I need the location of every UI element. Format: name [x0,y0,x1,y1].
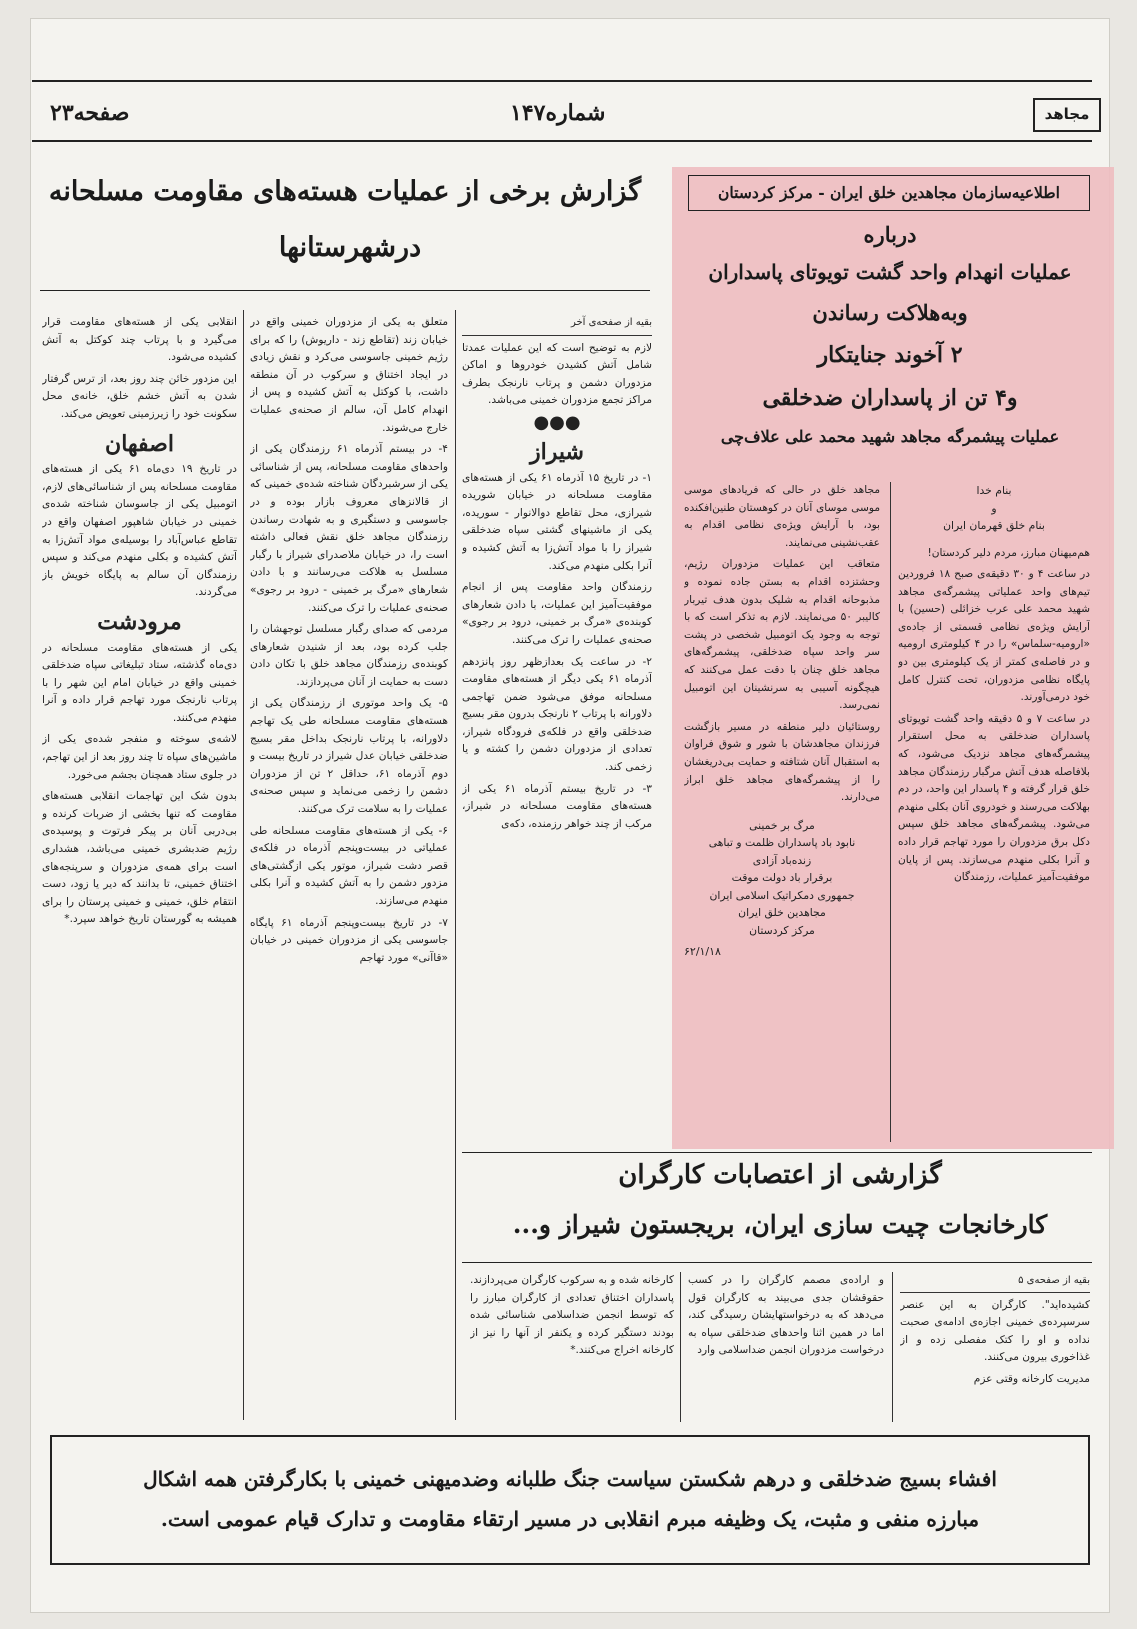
paragraph: یکی از هسته‌های مقاومت مسلحانه در دی‌ماه گذشته، ستاد تبلیغاتی سپاه ضدخلقی خمینی واقع در خیابان امام این شهر را با پرتاب نارنجک مورد تهاجم قرار داده و آنرا منهدم می‌کنند. [42,641,237,724]
signature-line: زنده‌باد آزادی [752,853,812,867]
communique-subtitle: عملیات پیشمرگه مجاهد شهید محمد علی علاف‌چی [720,427,1060,446]
column-divider [243,310,244,1420]
communique-title-line: عملیات انهدام واحد گشت تویوتای پاسداران [708,260,1072,284]
column-divider [890,482,891,1142]
paragraph: ۲- در ساعت یک بعدازظهر روز پانزدهم آذرماه ۶۱ یکی دیگر از هسته‌های مقاومت مسلحانه موفق می‌شود ضمن تهاجمی دلاورانه با پرتاب ۲ نارنجک بدرون مقر بسیج ضدخلقی واقع در فلکه‌ی فرودگاه شیراز، تعدادی از مزدوران دشمن را کشته و یا زخمی کند. [462,655,652,774]
issue-number: شماره۱۴۷ [510,100,606,126]
paragraph: بدون شک این تهاجمات انقلابی هسته‌های مقاومت که تنها بخشی از ضربات کرنده و بی‌دربی آنان بر پیکر فرتوت و پوسیده‌ی رژیم ضدبشری خمینی می‌باشد، هشداری است برای همه‌ی مزدوران و سرپنجه‌های اختناق خمینی، تا بدانند که دیر یا زود، دست انتقام خلق، خمینی و خمینی پرستان را برای همیشه به گورستان تاریخ خواهد سپرد.* [42,790,237,926]
section-heading-marvdasht: مرودشت [97,608,182,635]
paragraph: رزمندگان واحد مقاومت پس از انجام موفقیت‌آمیز این عملیات، با دادن شعارهای کوبنده‌ی «مرگ بر خمینی، درود بر رجوی» صحنه‌ی عملیات را ترک می‌کنند. [462,581,652,646]
paragraph: این مزدور خائن چند روز بعد، از ترس گرفتار شدن به آتش خشم خلق، خانه‌ی محل سکونت خود را زیرزمینی تعویض می‌کند. [42,372,237,420]
column-divider [455,310,456,1420]
paragraph: کارخانه شده و به سرکوب کارگران می‌پردازند. پاسداران اختناق تعدادی از کارگران مبارز را که توسط انجمن ضداسلامی شناسائی شده بودند دستگیر کرده و یکنفر از آنها را نیز از کارخانه اخراج می‌کنند.* [470,1274,674,1357]
paragraph: لاشه‌ی سوخته و منفجر شده‌ی یکی از ماشین‌های سپاه تا چند روز بعد از این تهاجم، در جلوی ستاد همچنان بجشم می‌خورد. [42,733,237,781]
paragraph: هم‌میهنان مبارز، مردم دلیر کردستان! [927,546,1090,559]
paragraph: ۱- در تاریخ ۱۵ آذرماه ۶۱ یکی از هسته‌های مقاومت مسلحانه در خیابان شوریده شیرازی، محل تقاطع دوالانوار - سوریده، یکی از ماشینهای گشتی سپاه ضدخلقی شیراز را با مواد آتش‌زا به آتش کشیده و آنرا بکلی منهدم می‌کند. [462,471,652,572]
main-article-column-b [250,314,448,1424]
strike-column-3 [470,1272,674,1422]
footer-banner [50,1435,1090,1565]
paragraph: ۵- یک واحد موتوری از رزمندگان یکی از هسته‌های مقاومت مسلحانه طی یک تهاجم دلاورانه، با پرتاب نارنجک بداخل مقر بسیج ضدخلقی خیابان عدل شیراز در تاریخ بیست و دوم آذرماه ۶۱، حداقل ۲ تن از مزدوران دشمن را زخمی می‌نماید و سپس صحنه‌ی عملیات را به سلامت ترک می‌کنند. [250,697,448,816]
newspaper-logo: مجاهد [1033,98,1101,132]
main-article-title-line2: درشهرستانها [278,232,422,263]
paragraph: انقلابی یکی از هسته‌های مقاومت قرار می‌گیرد و با پرتاب چند کوکتل به آتش کشیده می‌شود. [42,316,237,364]
strike-article-title-line2: کارخانجات چیت سازی ایران، بریجستون شیراز و... [512,1210,1048,1239]
communique-title [680,218,1100,454]
strike-column-1 [900,1272,1090,1422]
strike-title-underline [462,1262,1092,1263]
masthead-rule-bottom [32,140,1092,142]
continued-note: بقیه از صفحه‌ی آخر [462,314,652,336]
paragraph: متعلق به یکی از مزدوران خمینی واقع در خیابان زند (تقاطع زند - داریوش) را که برای رژیم خمینی جاسوسی می‌کرد و نقش زیادی در ایجاد اختناق و سرکوب در آن منطقه داشت، با کوکتل به آتش کشیده و پس از انهدام کامل آن، سالم از صحنه‌ی عملیات خارج می‌شوند. [250,316,448,434]
title-underline [40,290,650,291]
opening-line: و [991,501,997,515]
signature-line: مجاهدین خلق ایران [738,906,826,920]
strike-article-top-rule [462,1152,1092,1153]
signature-line: جمهوری دمکراتیک اسلامی ایران [709,888,855,902]
paragraph: ۶- یکی از هسته‌های مقاومت مسلحانه طی عملیاتی در بیست‌وپنجم آذرماه در فلکه‌ی قصر دشت شیراز، موتور یکی ازگشتی‌های مزدور دشمن را به آتش کشیده و آنرا بکلی منهدم می‌سازند. [250,824,448,907]
signature-block [684,817,880,961]
communique-title-line: ۲ آخوند جنایتکار [817,342,963,368]
strike-article-title: گزارشی از اعتصابات کارگران [618,1160,942,1190]
main-article-column-a [462,314,652,1424]
continued-note: بقیه از صفحه‌ی ۵ [900,1272,1090,1293]
footer-banner-line: افشاء بسیج ضدخلقی و درهم شکستن سیاست جنگ طلبانه وضدمیهنی خمینی با بکارگرفتن همه اشکال [143,1467,997,1491]
paragraph: مجاهد خلق در حالی که فریادهای موسی موسی موسای آنان در کوهستان طنین‌افکنده بود، با آرایش ویژه‌ی نظامی اقدام به عقب‌نشینی می‌نمایند. [684,484,880,549]
paragraph: روستائیان دلیر منطقه در مسیر بازگشت فرزندان مجاهدشان با شور و شوق فراوان به استقبال آنان شتافته و حمایت بی‌دریغشان را از پیشمرگه‌های مجاهد خلق ابراز می‌دارند. [684,720,880,804]
opening-line: بنام خدا [976,484,1012,497]
paragraph: کشیده‌اید". کارگران به این عنصر سرسپرده‌ی خمینی اجازه‌ی ادامه‌ی صحبت نداده و او را کتک مفصلی زده و از غذاخوری بیرون می‌کنند. [900,1298,1090,1364]
main-article-title: گزارش برخی از عملیات هسته‌های مقاومت مسلحانه [48,176,642,207]
paragraph: متعاقب این عملیات مزدوران رژیم، وحشتزده اقدام به بستن جاده نموده و مذبوحانه اقدام به شلیک بدون هدف تیربار کالیبر ۵۰ می‌نمایند. لازم به تذکر است که با توجه به وجود یک اتومبیل شخصی در پشت سر واحد سپاه ضدخلقی، پیشمرگه‌های مجاهد خلق چنان با دقت عمل می‌کنند که هیچگونه آسیبی به سرنشینان این اتومبیل نمی‌رسد. [684,558,880,712]
main-article-column-c [42,314,237,1424]
column-divider [680,1272,681,1422]
strike-column-2 [688,1272,884,1422]
footer-banner-line: مبارزه منفی و مثبت، یک وظیفه مبرم انقلابی در مسیر ارتقاء مقاومت و تدارک قیام عمومی است. [160,1507,980,1531]
section-heading-isfahan: اصفهان [105,430,174,457]
paragraph: ۳- در تاریخ بیستم آذرماه ۶۱ یکی از هسته‌های مقاومت مسلحانه در شیراز، مرکب از چند خواهر رزمنده، دکه‌ی [462,782,652,830]
signature-line: نابود باد پاسداران ظلمت و تباهی [708,836,856,850]
paragraph: در ساعت ۴ و ۳۰ دقیقه‌ی صبح ۱۸ فروردین تیم‌های واحد عملیاتی پیشمرگه‌ی مجاهد شهید محمد علی عرب خزائلی (حسین) با آرایش ویژه‌ی نظامی قسمتی از جاده‌ی «ارومیه-سلماس» را در ۴ کیلومتری ارومیه و در فاصله‌ی کمتر از یک کیلومتری بین دو پایگاه نظامی مزدوران، تحت کنترل کامل خود درمی‌آورند. [898,568,1090,704]
signature-line: مرگ بر خمینی [749,818,815,832]
signature-line: برقرار باد دولت موقت [731,871,833,885]
signature-line: مرکز کردستان [749,923,815,937]
communique-column-left [684,482,880,1147]
paragraph: در تاریخ ۱۹ دی‌ماه ۶۱ یکی از هسته‌های مقاومت مسلحانه پس از شناسائی‌های لازم، اتومبیل یکی از جاسوسان شناخته شده‌ی خمینی در خیابان شاهپور اصفهان واقع در تقاطع عباس‌آباد را بوسیله‌ی مواد آتش‌زا به آتش کشیده و بکلی منهدم می‌کند و سپس رزمندگان آن سالم به پایگاه خویش باز می‌گردند. [42,463,237,599]
paragraph: مردمی که صدای رگبار مسلسل توجهشان را جلب کرده بود، بعد از شنیدن شعارهای کوبنده‌ی رزمندگان مجاهد خلق با تکان دادن دست به حمایت از آنان می‌پردازند. [250,623,448,688]
communique-header-box [688,175,1090,211]
communique-title-line: و۴ تن از پاسداران ضدخلقی [762,385,1018,411]
paragraph: لازم به توضیح است که این عملیات عمدتا شامل آتش کشیدن خودروها و اماکن مزدوران دشمن و پرتاب نارنجک بطرف مراکز تجمع مزدوران خمینی می‌باشد. [462,341,652,407]
communique-title-line: وبه‌هلاکت رساندن [812,300,968,325]
column-divider [892,1272,893,1422]
communique-date: ۶۲/۱/۱۸ [684,945,721,959]
page-number: صفحه۲۳ [50,100,130,126]
paragraph: در ساعت ۷ و ۵ دقیقه واحد گشت تویوتای پاسداران ضدخلقی به محل استقرار پیشمرگه‌های مجاهد نزدیک می‌شود، که بلافاصله هدف آتش مرگبار رزمندگان مجاهد خلق قرار گرفته و ۴ پاسدار این واحد، در دم بهلاکت می‌رسند و خودروی آنان بکلی منهدم می‌شود. پیشمرگه‌های مجاهد خلق سپس دکل برق مزدوران را مورد تهاجم قرار داده و آنرا بکلی منهدم می‌سازند. پس از پایان موفقیت‌آمیز عملیات، رزمندگان [898,712,1090,884]
communique-header: اطلاعیه‌سازمان مجاهدین خلق ایران - مرکز کردستان [718,183,1060,202]
paragraph: ۷- در تاریخ بیست‌وپنجم آذرماه ۶۱ پایگاه جاسوسی یکی از مزدوران خمینی در خیابان «قاآنی» مورد تهاجم [250,916,448,964]
paragraph: مدیریت کارخانه وقتی عزم [973,1372,1090,1385]
opening-line: بنام خلق قهرمان ایران [943,519,1045,532]
communique-column-right [898,482,1090,1147]
paragraph: ۴- در بیستم آذرماه ۶۱ رزمندگان یکی از واحدهای مقاومت مسلحانه، پس از شناسائی یکی از سرشبردگان شناخته شده‌ی خمینی که از قالانزهای معروف بازار بوده و در جاسوسی و دستگیری و به شهادت رساندن رزمندگان مجاهد خلق نقش فعالی داشته است را، در خیابان ملاصدرای شیراز با رگبار مسلسل به هلاکت می‌رسانند و با دادن شعارهای «مرگ بر خمینی - درود بر رجوی» صحنه‌ی عملیات را ترک می‌کنند. [250,443,448,614]
paragraph: و اراده‌ی مصمم کارگران را در کسب حقوقشان جدی می‌بیند به کارگران قول می‌دهد که به درخواستهایشان رسیدگی کند، اما در همین اثنا واحدهای ضدخلقی سپاه به درخواست مزدوران انجمن ضداسلامی وارد [688,1274,884,1357]
section-heading-shiraz: شیراز [530,438,584,465]
masthead-rule-top [32,80,1092,82]
separator-dots: ●●● [533,411,581,433]
communique-title-line: درباره [863,222,917,247]
